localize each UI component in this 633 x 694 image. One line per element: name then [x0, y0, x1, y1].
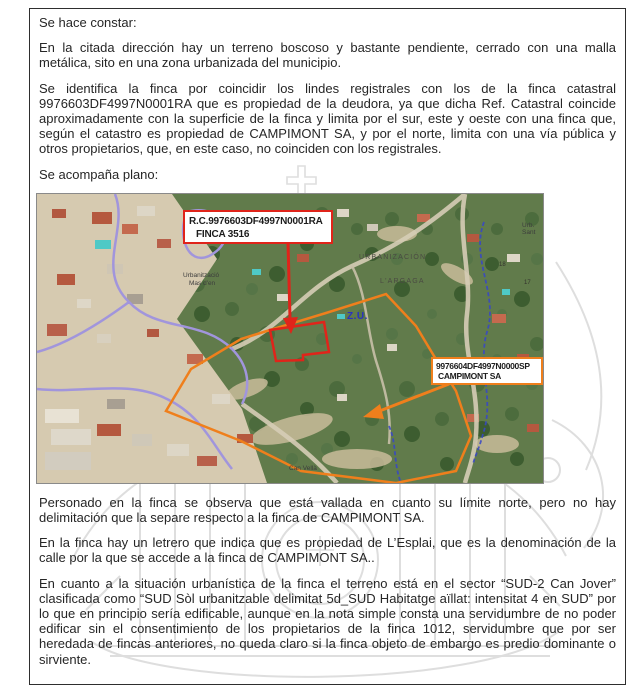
red-leader-line [288, 243, 290, 318]
map-label-zu: Z.U. [347, 310, 368, 322]
map-label-mas: Mas d'en [189, 279, 216, 287]
map-label-can-vella: Can Vellà [289, 464, 317, 472]
orange-callout-refcat: 9976604DF4997N0000SP [436, 360, 530, 371]
paragraph-letrero: En la finca hay un letrero que indica que es propiedad de L’Esplai, que es la denominación de la calle por la que se accede a la finca de CAMPIMONT SA.. [39, 535, 616, 566]
red-callout-refcat: R.C.9976603DF4997N0001RA [189, 215, 323, 227]
map-label-argaga: L'ARGAGA [380, 277, 425, 285]
map-label-parcel-17: 17 [524, 279, 531, 286]
orange-callout-owner: CAMPIMONT SA [438, 371, 501, 382]
heading-se-acompana-plano: Se acompaña plano: [39, 166, 159, 182]
heading-se-hace-constar: Se hace constar: [39, 15, 137, 30]
paragraph-personado: Personado en la finca se observa que está vallada en cuanto su límite norte, pero no hay delimitación que la separe respecto a la finca de CAMPIMONT SA. [39, 494, 616, 526]
map-label-urbanitzacio: Urbanització [183, 271, 220, 279]
page-border [29, 8, 626, 685]
page-content [30, 9, 625, 667]
red-callout-finca: FINCA 3516 [196, 228, 250, 240]
map-label-parcel-18: 18 [499, 261, 506, 268]
red-parcel-callout [183, 210, 333, 244]
orange-parcel-callout [431, 357, 543, 385]
cadastral-map [37, 194, 543, 483]
paragraph-direccion: En la citada dirección hay un terreno boscoso y bastante pendiente, cerrado con una malla metálica, sito en una zona urbanizada del municipio. [39, 40, 616, 71]
map-label-urb-sant: Urb. Sant [522, 221, 536, 237]
paragraph-identificacion: Se identifica la finca por coincidir los lindes registrales con los de la finca catastral 9976603DF4997N0001RA que es propiedad de la deudora, ya que dicha Ref. Catastral coincide aproximadamente con la superficie de la finca y limita por el sur, este y oeste con una finca que, según el catastro es propiedad de CAMPIMONT SA, y por el norte, limita con una vía pública y otros propietarios, que, en este caso, no coinciden con los registrales. [39, 80, 616, 157]
map-label-urbanizacion: URBANIZACIÓN [359, 253, 427, 261]
paragraph-situacion-urbanistica: En cuanto a la situación urbanística de la finca el terreno está en el sector “SUD-2 Can Jover” clasificada como “SUD Sòl urbanitzable delimitat 5d_SUD Habitatge aïllat: intensitat 4 en SUD” por lo que en principio sería edificable, aunque en la nota simple consta una servidumbre de no poder edificar sin el consentimiento de los propietarios de la finca 1012, servidumbre que por ser heredada de fincas anteriores, no queda claro si la finca objeto de embargo es predio dominante o sirviente. [39, 575, 616, 667]
